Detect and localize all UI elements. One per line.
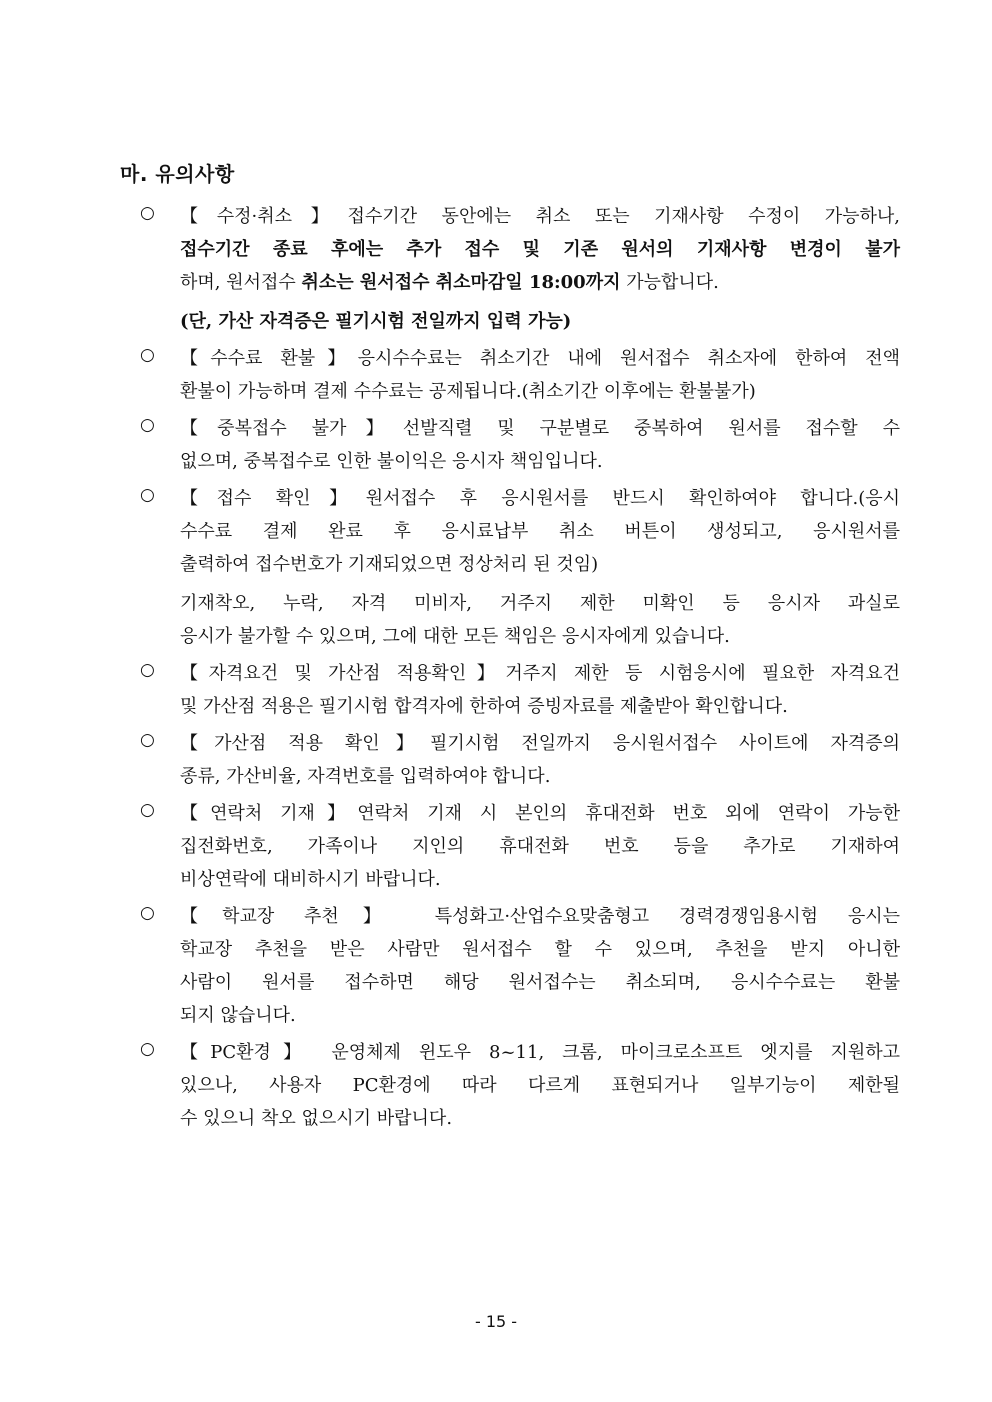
item-extra-line: 응시가 불가할 수 있으며, 그에 대한 모든 책임은 응시자에게 있습니다.	[180, 626, 730, 647]
item-line	[180, 482, 900, 515]
item-text: 하며, 원서접수	[180, 272, 302, 293]
item-line	[180, 266, 900, 299]
item-line	[180, 657, 900, 690]
circle-bullet-icon: ○	[140, 800, 155, 820]
item-text: 거주지 제한 등 시험응시에 필요한 자격요건	[505, 663, 901, 684]
item-line: 학교장 추천을 받은 사람만 원서접수 할 수 있으며, 추천을 받지 아니한	[180, 939, 900, 960]
item-label: 【수정·취소】	[180, 206, 348, 227]
item-line: 출력하여 접수번호가 기재되었으면 정상처리 된 것임)	[180, 554, 599, 575]
item-line: 없으며, 중복접수로 인한 불이익은 응시자 책임입니다.	[180, 451, 603, 472]
item-text: 접수기간 동안에는 취소 또는 기재사항 수정이 가능하나,	[347, 206, 900, 227]
item-label: 【학교장 추천】	[180, 906, 405, 927]
item-text: 연락처 기재 시 본인의 휴대전화 번호 외에 연락이 가능한	[357, 803, 900, 824]
item-text: 가능합니다.	[620, 272, 719, 293]
item-line	[180, 200, 900, 233]
notice-list	[140, 200, 900, 1139]
item-label: 【가산점 적용 확인】	[180, 733, 430, 754]
item-line: 집전화번호, 가족이나 지인의 휴대전화 번호 등을 추가로 기재하여	[180, 836, 900, 857]
item-line	[180, 342, 900, 375]
item-text: 운영체제 윈도우 8~11, 크롬, 마이크로소프트 엣지를 지원하고	[313, 1042, 900, 1063]
item-line: 있으나, 사용자 PC환경에 따라 다르게 표현되거나 일부기능이 제한될	[180, 1075, 900, 1096]
item-text: 원서접수 후 응시원서를 반드시 확인하여야 합니다.(응시	[365, 488, 900, 509]
circle-bullet-icon: ○	[140, 203, 155, 223]
list-item-principal-recommendation	[140, 900, 900, 1032]
item-line: 사람이 원서를 접수하면 해당 원서접수는 취소되며, 응시수수료는 환불	[180, 972, 900, 993]
item-line	[180, 727, 900, 760]
item-line: 비상연락에 대비하시기 바랍니다.	[180, 869, 441, 890]
item-line	[180, 900, 900, 933]
circle-bullet-icon: ○	[140, 1039, 155, 1059]
item-text: 선발직렬 및 구분별로 중복하여 원서를 접수할 수	[402, 418, 900, 439]
list-item-pc-environment	[140, 1036, 900, 1135]
circle-bullet-icon: ○	[140, 415, 155, 435]
item-label: 【접수 확인】	[180, 488, 366, 509]
item-label: 【연락처 기재】	[180, 803, 358, 824]
circle-bullet-icon: ○	[140, 660, 155, 680]
list-item-confirm	[140, 482, 900, 653]
item-line	[180, 412, 900, 445]
list-item-contact	[140, 797, 900, 896]
circle-bullet-icon: ○	[140, 730, 155, 750]
item-line: 종류, 가산비율, 자격번호를 입력하여야 합니다.	[180, 766, 551, 787]
item-label: 【자격요건 및 가산점 적용확인】	[180, 663, 506, 684]
list-item-edit-cancel	[140, 200, 900, 338]
item-bold-text: 취소는 원서접수 취소마감일 18:00까지	[301, 272, 621, 293]
item-extra-line: 기재착오, 누락, 자격 미비자, 거주지 제한 미확인 등 응시자 과실로	[180, 593, 900, 614]
list-item-duplicate	[140, 412, 900, 478]
item-text: 응시수수료는 취소기간 내에 원서접수 취소자에 한하여 전액	[357, 348, 900, 369]
item-note: (단, 가산 자격증은 필기시험 전일까지 입력 가능)	[180, 311, 572, 332]
item-line: 및 가산점 적용은 필기시험 합격자에 한하여 증빙자료를 제출받아 확인합니다.	[180, 696, 788, 717]
circle-bullet-icon: ○	[140, 485, 155, 505]
item-label: 【수수료 환불】	[180, 348, 358, 369]
list-item-bonus-points	[140, 727, 900, 793]
item-bold-line: 접수기간 종료 후에는 추가 접수 및 기존 원서의 기재사항 변경이 불가	[180, 239, 900, 260]
item-line	[180, 797, 900, 830]
item-line: 환불이 가능하며 결제 수수료는 공제됩니다.(취소기간 이후에는 환불불가)	[180, 381, 756, 402]
item-text: 필기시험 전일까지 응시원서접수 사이트에 자격증의	[429, 733, 900, 754]
item-line: 되지 않습니다.	[180, 1005, 296, 1026]
list-item-qualification	[140, 657, 900, 723]
item-label: 【PC환경】	[180, 1042, 314, 1063]
item-line	[180, 1036, 900, 1069]
page-number: - 15 -	[474, 1312, 518, 1331]
item-text: 특성화고·산업수요맞춤형고 경력경쟁임용시험 응시는	[404, 906, 900, 927]
circle-bullet-icon: ○	[140, 345, 155, 365]
section-title: 마. 유의사항	[120, 162, 235, 186]
list-item-fee-refund	[140, 342, 900, 408]
item-line: 수 있으니 착오 없으시기 바랍니다.	[180, 1108, 453, 1129]
item-line: 수수료 결제 완료 후 응시료납부 취소 버튼이 생성되고, 응시원서를	[180, 521, 900, 542]
circle-bullet-icon: ○	[140, 903, 155, 923]
item-label: 【중복접수 불가】	[180, 418, 403, 439]
